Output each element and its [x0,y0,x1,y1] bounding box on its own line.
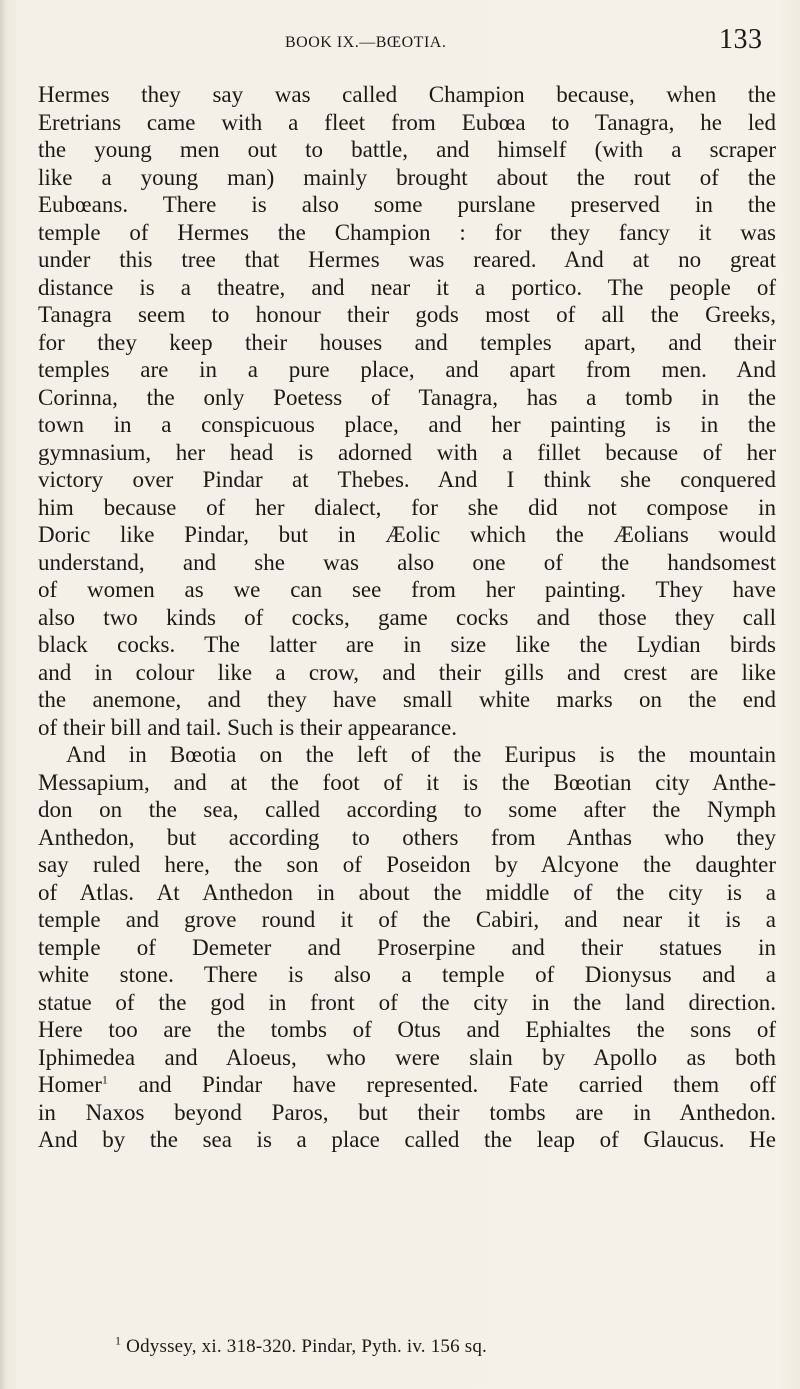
text-line: And in Bœotia on the left of the Euripus is the mountain [66,742,776,767]
text-line: the young men out to battle, and himself (with a scraper [38,137,776,162]
text-line: Eubœans. There is also some purslane preserved in the [38,192,776,217]
text-line: black cocks. The latter are in size like the Lydian birds [38,632,776,657]
page-number: 133 [719,24,763,55]
text-line: distance is a theatre, and near it a portico. The people of [38,274,776,300]
text-line: Hermes they say was called Champion because, when the [38,82,776,107]
text-line: temple of Hermes the Champion : for they fancy it was [38,219,776,245]
text-segment: and Pindar have represented. Fate carried them off [138,1072,776,1097]
text-line: also two kinds of cocks, game cocks and those they call [38,604,776,630]
text-line: under this tree that Hermes was reared. And at no great [38,247,776,272]
text-line: say ruled here, the son of Poseidon by Alcyone the daughter [38,852,776,877]
text-line: gymnasium, her head is adorned with a fillet because of her [38,439,776,465]
running-title: BOOK IX.—BŒOTIA. [285,34,447,51]
text-line: for they keep their houses and temples apart, and their [38,329,776,355]
text-line-with-footnote-ref [38,1071,776,1099]
text-line: Corinna, the only Poetess of Tanagra, has a tomb in the [38,384,776,410]
text-line: of Atlas. At Anthedon in about the middle of the city is a [38,879,776,905]
text-line: Messapium, and at the foot of it is the Bœotian city Anthe- [38,769,776,795]
text-segment: Homer [38,1072,102,1097]
footnote-text: Odyssey, xi. 318-320. Pindar, Pyth. iv. 156 sq. [126,1336,488,1357]
text-line: temple and grove round it of the Cabiri, and near it is a [38,907,776,932]
footnote-marker: 1 [115,1333,122,1348]
footnote [115,1333,488,1358]
text-line: Doric like Pindar, but in Æolic which the Æolians would [38,522,776,547]
text-line: and in colour like a crow, and their gills and crest are like [38,659,776,685]
text-line: temples are in a pure place, and apart from men. And [38,357,776,382]
text-line: white stone. There is also a temple of Dionysus and a [38,962,776,987]
text-line: statue of the god in front of the city in the land direction. [38,989,776,1015]
text-line: Tanagra seem to honour their gods most of all the Greeks, [38,302,776,327]
text-line: Here too are the tombs of Otus and Ephialtes the sons of [38,1017,776,1042]
text-line: don on the sea, called according to some after the Nymph [38,797,776,822]
footnote-reference: 1 [101,1072,108,1087]
text-line: victory over Pindar at Thebes. And I think she conquered [38,467,776,492]
text-line: Anthedon, but according to others from Anthas who they [38,824,776,850]
text-line: Iphimedea and Aloeus, who were slain by Apollo as both [38,1044,776,1070]
running-head [0,20,800,60]
text-line: like a young man) mainly brought about the rout of the [38,164,776,190]
text-line: the anemone, and they have small white marks on the end [38,687,776,712]
text-line: in Naxos beyond Paros, but their tombs are in Anthedon. [38,1099,776,1125]
text-line: of their bill and tail. Such is their appearance. [38,714,457,740]
text-line: temple of Demeter and Proserpine and their statues in [38,934,776,960]
text-line: understand, and she was also one of the handsomest [38,549,776,575]
body-text [38,81,776,1154]
text-line: Eretrians came with a fleet from Eubœa to Tanagra, he led [38,109,776,135]
text-line: town in a conspicuous place, and her painting is in the [38,412,776,437]
text-line: And by the sea is a place called the leap of Glaucus. He [38,1127,776,1152]
text-line: of women as we can see from her painting. They have [38,577,776,602]
text-line: him because of her dialect, for she did not compose in [38,494,776,520]
